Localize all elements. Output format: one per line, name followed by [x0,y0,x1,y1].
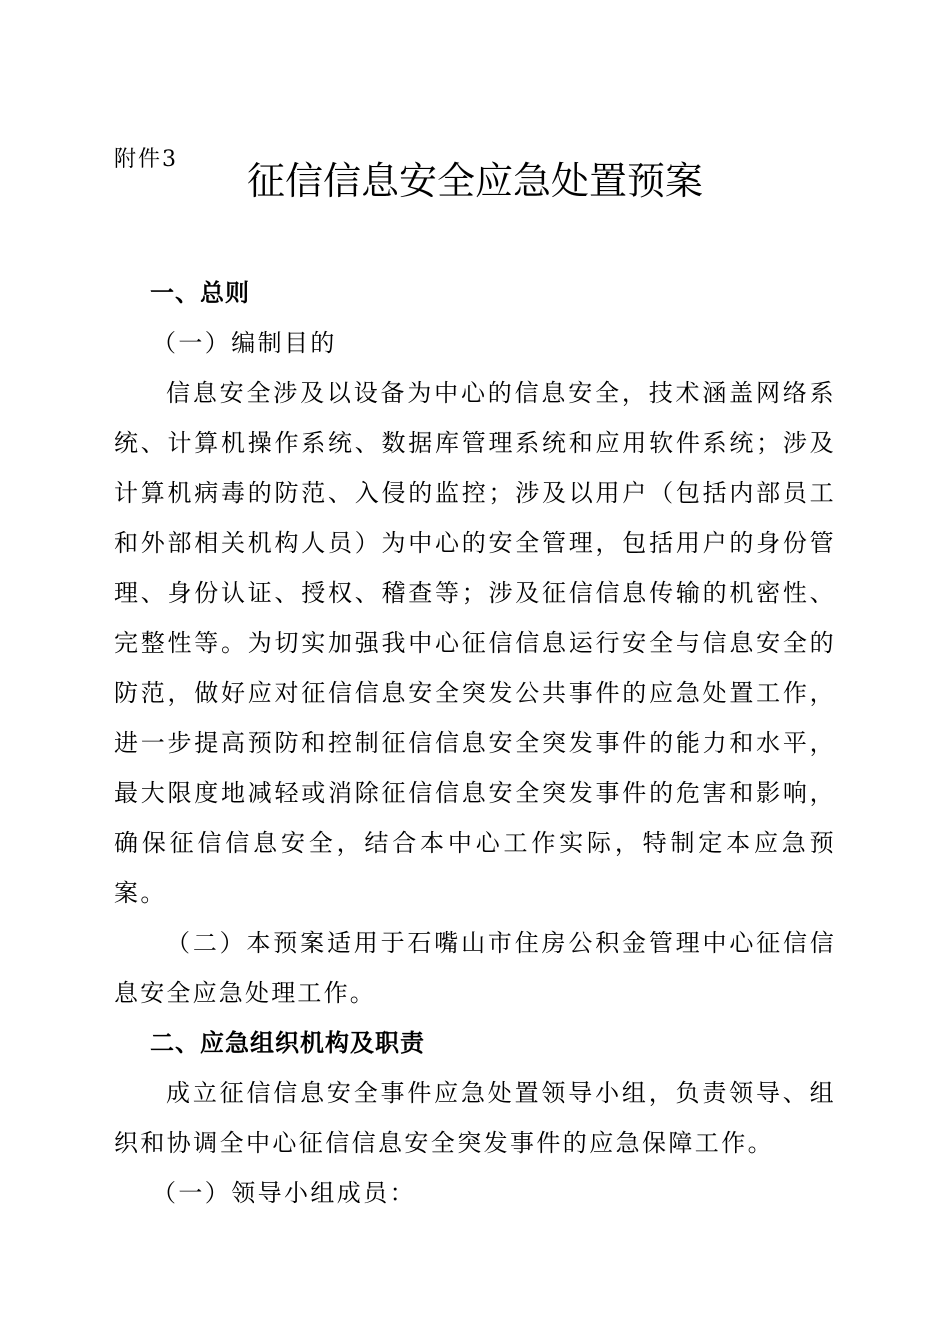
paragraph-purpose: 信息安全涉及以设备为中心的信息安全，技术涵盖网络系统、计算机操作系统、数据库管理系统和应用软件系统；涉及计算机病毒的防范、入侵的监控；涉及以用户（包括内部员工和外部相关机构人员）为中心的安全管理，包括用户的身份管理、身份认证、授权、稽查等；涉及征信信息传输的机密性、完整性等。为切实加强我中心征信信息运行安全与信息安全的防范，做好应对征信信息安全突发公共事件的应急处置工作，进一步提高预防和控制征信信息安全突发事件的能力和水平，最大限度地减轻或消除征信信息安全突发事件的危害和影响，确保征信信息安全，结合本中心工作实际，特制定本应急预案。 [114,379,836,907]
subsection-heading-members: （一）领导小组成员： [152,1179,416,1207]
document-title: 征信信息安全应急处置预案 [246,159,703,203]
document-body [114,268,836,1218]
paragraph-scope: （二）本预案适用于石嘴山市住房公积金管理中心征信信息安全应急处理工作。 [114,929,836,1007]
section-heading-organization: 二、应急组织机构及职责 [150,1029,425,1057]
paragraph-organization: 成立征信信息安全事件应急处置领导小组，负责领导、组织和协调全中心征信信息安全突发事件的应急保障工作。 [114,1079,836,1157]
attachment-label: 附件3 [114,147,178,172]
subsection-heading-purpose: （一）编制目的 [152,329,337,357]
section-heading-general: 一、总则 [150,279,250,307]
